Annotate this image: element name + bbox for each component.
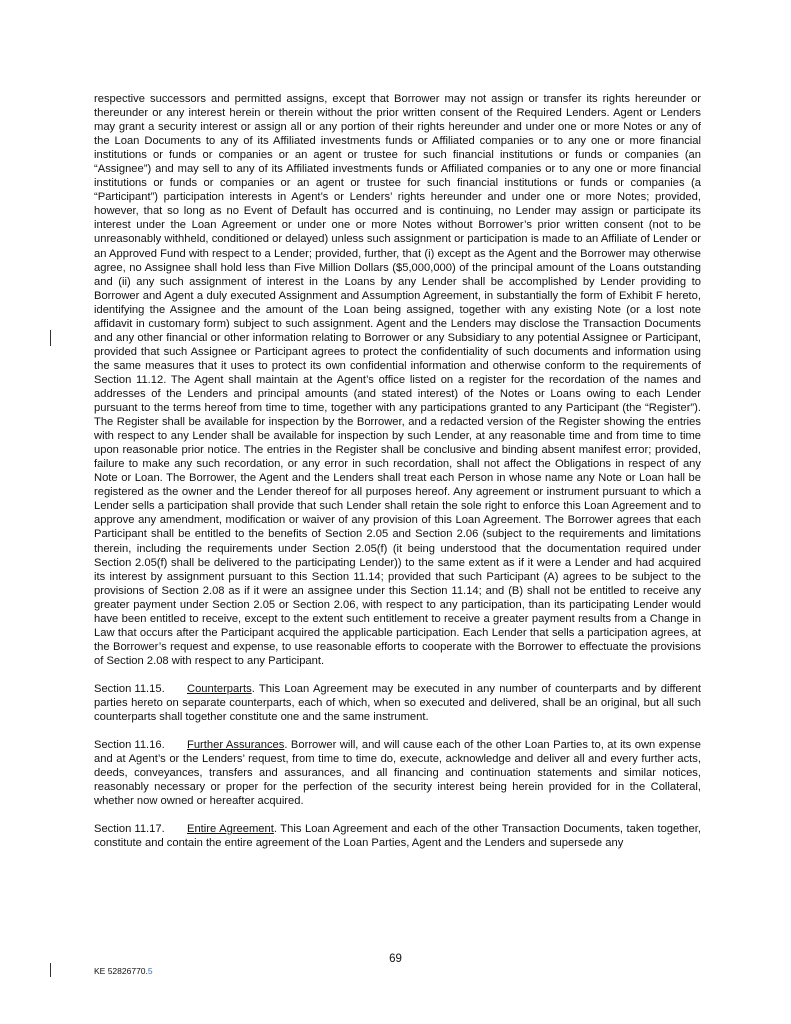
section-11-15: [94, 682, 701, 724]
section-number: Section 11.17.: [94, 823, 165, 836]
page-number: 69: [389, 953, 402, 965]
section-heading: Counterparts: [187, 682, 252, 695]
page-body: [94, 92, 701, 864]
paragraph-assignments: [94, 92, 701, 668]
section-text: . This Loan Agreement and each of the other Transaction Documents, taken together, constitute and contain the entire agreement of the Loan Parties, Agent and the Lenders and supersede any: [94, 823, 701, 850]
document-revision: 5: [147, 966, 153, 976]
section-heading: Entire Agreement: [187, 823, 274, 836]
revision-bar-footer: [50, 963, 51, 977]
section-text: . This Loan Agreement may be executed in any number of counterparts and by different parties hereto on separate counterparts, each of which, when so executed and delivered, shall be an original, but all such counterparts shall together constitute one and the same instrument.: [94, 682, 701, 724]
section-number: Section 11.15.: [94, 682, 165, 695]
revision-bar: [50, 330, 51, 346]
section-text: . Borrower will, and will cause each of the other Loan Parties to, at its own expense and at Agent’s or the Lenders’ request, from time to time do, execute, acknowledge and deliver all and every further acts, deeds, conveyances, transfers and assurances, and all financing and continuation statements and similar notices, reasonably necessary or proper for the perfection of the security interest being herein provided for in the Collateral, whether now owned or hereafter acquired.: [94, 739, 701, 808]
section-11-16: [94, 738, 701, 808]
paragraph-text: respective successors and permitted assigns, except that Borrower may not assign or transfer its rights hereunder or thereunder or any interest herein or therein without the prior written consent of the Required Lenders. Agent or Lenders may grant a security interest or assign all or any portion of their rights hereunder and under one or more Notes or any of the Loan Documents to any of its Affiliated investments funds or Affiliated companies or to any one or more financial institutions or funds or companies or an agent or trustee for such financial institutions or funds or companies (an “Assignee”) and may sell to any of its Affiliated investments funds or Affiliated companies or to any one or more financial institutions or funds or companies or an agent or trustee for such financial institutions or funds or companies (a “Participant”) participation interests in Agent’s or Lenders’ rights hereunder and under one or more Notes; provided, however, that so long as no Event of Default has occurred and is continuing, no Lender may assign or participate its interest under the Loan Agreement or under one or more Notes without Borrower’s prior written consent (not to be unreasonably withheld, conditioned or delayed) unless such assignment or participation is made to an Affiliate of Lender or an Approved Fund with respect to a Lender; provided, further, that (i) except as the Agent and the Borrower may otherwise agree, no Assignee shall hold less than Five Million Dollars ($5,000,000) of the principal amount of the Loans outstanding and (ii) any such assignment of interest in the Loans by any Lender shall be accomplished by Lender providing to Borrower and Agent a duly executed Assignment and Assumption Agreement, in substantially the form of Exhibit F hereto, identifying the Assignee and the amount of the Loan being assigned, together with any existing Note (or a lost note affidavit in customary form) subject to such assignment. Agent and the Lenders may disclose the Transaction Documents and any other financial or other information relating to Borrower or any Subsidiary to any potential Assignee or Participant, provided that such Assignee or Participant agrees to protect the confidentiality of such documents and information using the same measures that it uses to protect its own confidential information and otherwise conform to the requirements of Section 11.12. The Agent shall maintain at the Agent’s office listed on a register for the recordation of the names and addresses of the Lenders and principal amounts (and stated interest) of the Notes or Loans owing to each Lender pursuant to the terms hereof from time to time, together with any participations granted to any Participant (the “Register”). The Register shall be available for inspection by the Borrower, and a redacted version of the Register showing the entries with respect to any Lender shall be available for inspection by such Lender, at any reasonable time and from time to time upon reasonable prior notice. The entries in the Register shall be conclusive and binding absent manifest error; provided, failure to make any such recordation, or any error in such recordation, shall not affect the Obligations in respect of any Note or Loan. The Borrower, the Agent and the Lenders shall treat each Person in whose name any Note or Loan hall be registered as the owner and the Lender thereof for all purposes hereof. Any agreement or instrument pursuant to which a Lender sells a participation shall provide that such Lender shall retain the sole right to enforce this Loan Agreement and to approve any amendment, modification or waiver of any provision of this Loan Agreement. The Borrower agrees that each Participant shall be entitled to the benefits of Section 2.05 and Section 2.06 (subject to the requirements and limitations therein, including the requirements under Section 2.05(f) (it being understood that the documentation required under Section 2.05(f) shall be delivered to the participating Lender)) to the same extent as if it were a Lender and had acquired its interest by assignment pursuant to this Section 11.14; provided that such Participant (A) agrees to be subject to the provisions of Section 2.08 as if it were an assignee under this Section 11.14; and (B) shall not be entitled to receive any greater payment under Section 2.05 or Section 2.06, with respect to any participation, than its participating Lender would have been entitled to receive, except to the extent such entitlement to receive a greater payment results from a Change in Law that occurs after the Participant acquired the applicable participation. Each Lender that sells a participation agrees, at the Borrower’s request and expense, to use reasonable efforts to cooperate with the Borrower to effectuate the provisions of Section 2.08 with respect to any Participant.: [94, 93, 701, 667]
document-id-number: KE 52826770.: [94, 966, 148, 976]
section-11-17: [94, 822, 701, 850]
document-id: [94, 966, 153, 976]
section-number: Section 11.16.: [94, 739, 165, 752]
section-heading: Further Assurances: [187, 739, 285, 752]
